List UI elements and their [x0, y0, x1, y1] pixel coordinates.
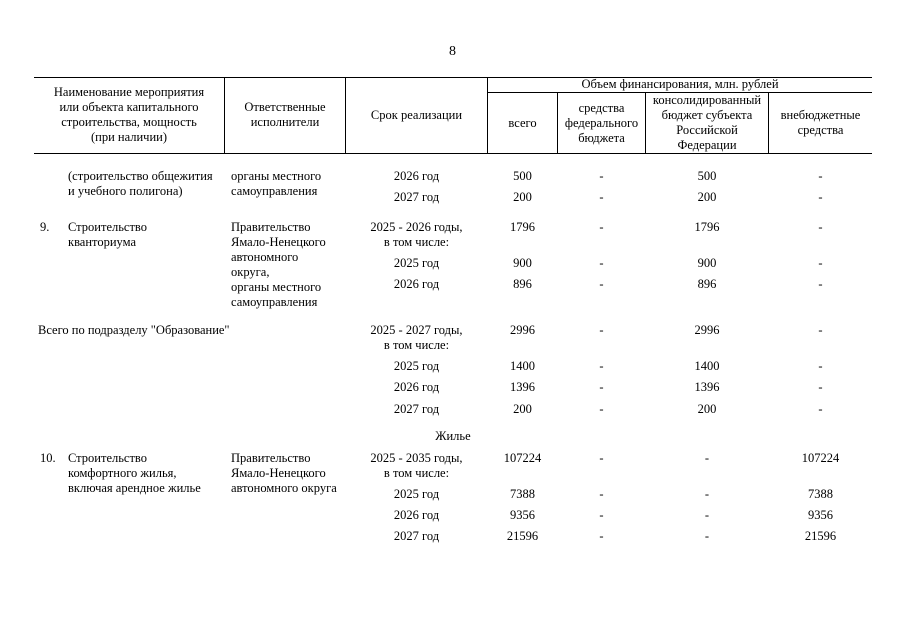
- header-federal: средства федерального бюджета: [564, 100, 639, 145]
- header-name: Наименование мероприятия или объекта капитального строительства, мощность (при наличии): [53, 85, 205, 144]
- item-number: 9.: [40, 220, 50, 234]
- page-number: 8: [449, 44, 456, 59]
- item-executors: Правительство Ямало-Ненецкого автономного округа: [231, 451, 337, 495]
- header-regional: консолидированный бюджет субъекта Российской Федерации: [652, 93, 762, 152]
- item-name: Строительство кванториума: [68, 220, 148, 249]
- item-number: 10.: [40, 451, 56, 465]
- item-name: Строительство комфортного жилья, включая арендное жилье: [68, 451, 201, 495]
- item-executors: органы местного самоуправления: [231, 169, 322, 198]
- header-bottom-rule: [34, 153, 872, 154]
- header-total: всего: [508, 115, 537, 130]
- item-name: (строительство общежития и учебного полигона): [68, 169, 213, 198]
- summary-label: Всего по подразделу "Образование": [38, 323, 230, 337]
- header-term: Срок реализации: [370, 107, 463, 122]
- header-extrabudget: внебюджетные средства: [780, 108, 861, 137]
- header-financing-group: Объем финансирования, млн. рублей: [581, 77, 779, 91]
- header-executors: Ответственные исполнители: [244, 100, 326, 129]
- item-executors: Правительство Ямало-Ненецкого автономного округа, органы местного самоуправления: [231, 220, 326, 309]
- section-title: Жилье: [435, 429, 471, 443]
